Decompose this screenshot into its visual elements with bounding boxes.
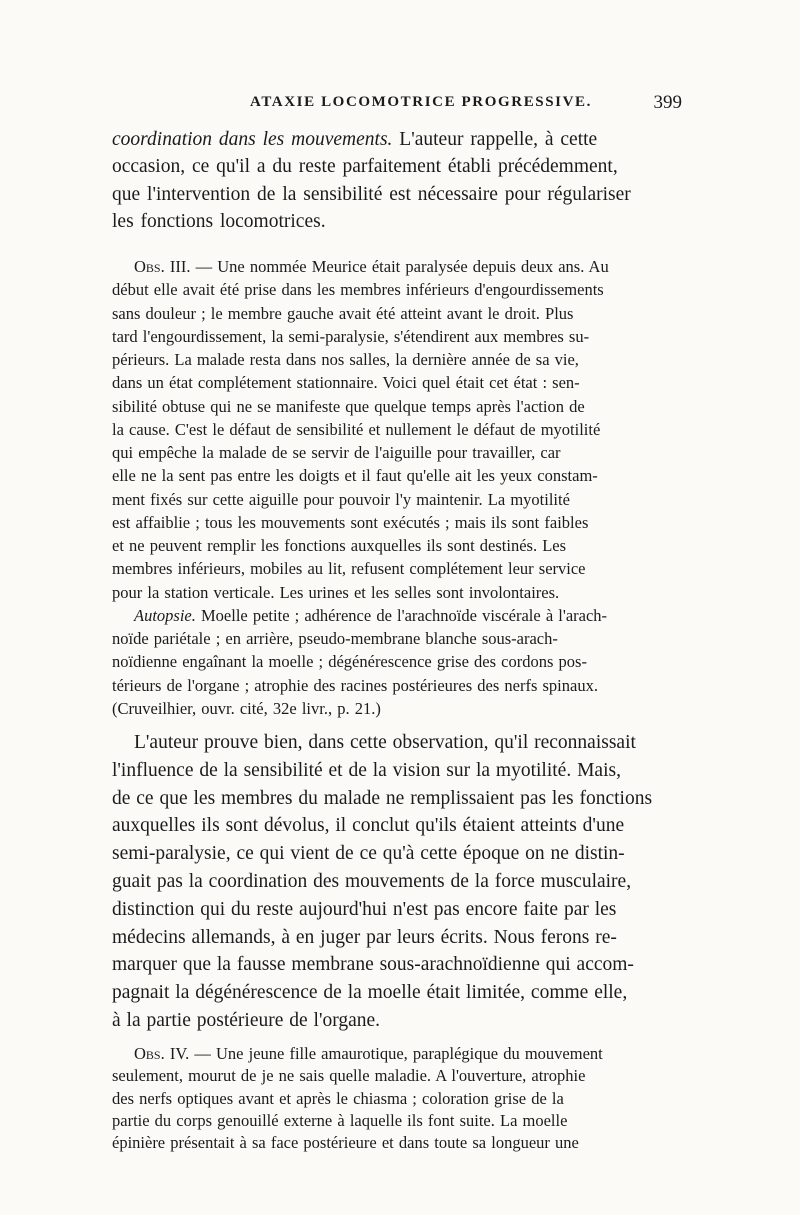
text-line: coordination dans les mouvements. L'auteur rappelle, à cette <box>112 129 598 150</box>
text-line: semi-paralysie, ce qui vient de ce qu'à cette époque on ne distin- <box>112 843 625 865</box>
obs-label: Obs. <box>134 257 165 276</box>
text-line: l'influence de la sensibilité et de la vision sur la myotilité. Mais, <box>112 759 621 781</box>
text-line: à la partie postérieure de l'organe. <box>112 1009 381 1031</box>
text-line: elle ne la sent pas entre les doigts et il faut qu'elle ait les yeux constam- <box>112 466 598 486</box>
text-line: la cause. C'est le défaut de sensibilité et nullement le défaut de myotilité <box>112 419 601 439</box>
text-line: épinière présentait à sa face postérieure et dans toute sa longueur une <box>112 1133 579 1153</box>
text-line: membres inférieurs, mobiles au lit, refusent complétement leur service <box>112 559 586 579</box>
text-line: marquer que la fausse membrane sous-arachnoïdienne qui accom- <box>112 954 634 976</box>
obs-label: Obs. <box>134 1044 165 1063</box>
text-line: L'auteur prouve bien, dans cette observation, qu'il reconnaissait <box>134 732 636 753</box>
text-line: de ce que les membres du malade ne remplissaient pas les fonctions <box>112 787 653 809</box>
text-line: distinction qui du reste aujourd'hui n'est pas encore faite par les <box>112 898 617 920</box>
paragraph-coordination <box>112 126 684 236</box>
text-line: Obs. III. — Une nommée Meurice était paralysée depuis deux ans. Au <box>134 257 609 276</box>
observation-3 <box>112 255 684 720</box>
observation-4 <box>112 1043 684 1154</box>
text-line: guait pas la coordination des mouvements de la force musculaire, <box>112 870 632 892</box>
text-line: dans un état complétement stationnaire. Voici quel était cet état : sen- <box>112 373 580 393</box>
text-line: médecins allemands, à en juger par leurs écrits. Nous ferons re- <box>112 926 617 948</box>
text-line: Obs. IV. — Une jeune fille amaurotique, paraplégique du mouvement <box>134 1044 603 1063</box>
text-line: noïde pariétale ; en arrière, pseudo-membrane blanche sous-arach- <box>112 629 558 648</box>
text-line: térieurs de l'organe ; atrophie des racines postérieures des nerfs spinaux. <box>112 675 598 695</box>
citation-line: (Cruveilhier, ouvr. cité, 32e livr., p. 21.) <box>112 698 381 718</box>
text-line: sans douleur ; le membre gauche avait été atteint avant le droit. Plus <box>112 303 574 323</box>
text-line: et ne peuvent remplir les fonctions auxquelles ils sont destinés. Les <box>112 536 567 555</box>
text-line: périeurs. La malade resta dans nos salles, la dernière année de sa vie, <box>112 350 579 369</box>
text-line: ment fixés sur cette aiguille pour pouvoir l'y maintenir. La myotilité <box>112 489 570 509</box>
text-line: que l'intervention de la sensibilité est nécessaire pour régulariser <box>112 183 631 205</box>
autopsy-label: Autopsie. <box>134 605 196 625</box>
text-line: noïdienne engaînant la moelle ; dégénérescence grise des cordons pos- <box>112 652 587 672</box>
paragraph-commentary <box>112 729 684 1035</box>
page-header <box>110 92 682 118</box>
text-line: est affaiblie ; tous les mouvements sont exécutés ; mais ils sont faibles <box>112 512 589 532</box>
text-line: Autopsie. Moelle petite ; adhérence de l'arachnoïde viscérale à l'arach- <box>134 605 608 625</box>
italic-phrase: coordination dans les mouvements. <box>112 129 393 150</box>
text-line: occasion, ce qu'il a du reste parfaitement établi précédemment, <box>112 156 618 178</box>
text-line: qui empêche la malade de se servir de l'aiguille pour travailler, car <box>112 443 561 462</box>
text-line: partie du corps genouillé externe à laquelle ils font suite. La moelle <box>112 1110 568 1130</box>
text-line: tard l'engourdissement, la semi-paralysie, s'étendirent aux membres su- <box>112 326 590 346</box>
text-line: sibilité obtuse qui ne se manifeste que quelque temps après l'action de <box>112 396 585 416</box>
text-line: début elle avait été prise dans les membres inférieurs d'engourdissements <box>112 280 604 300</box>
text-line: pour la station verticale. Les urines et les selles sont involontaires. <box>112 582 560 602</box>
text-line: seulement, mourut de je ne sais quelle maladie. A l'ouverture, atrophie <box>112 1066 586 1086</box>
text-line: des nerfs optiques avant et après le chiasma ; coloration grise de la <box>112 1088 564 1108</box>
page-number: 399 <box>653 92 682 113</box>
text-line: auxquelles ils sont dévolus, il conclut qu'ils étaient atteints d'une <box>112 815 625 837</box>
text-line: pagnait la dégénérescence de la moelle était limitée, comme elle, <box>112 982 628 1004</box>
text-line: les fonctions locomotrices. <box>112 211 326 233</box>
running-head: ATAXIE LOCOMOTRICE PROGRESSIVE. <box>250 94 593 110</box>
